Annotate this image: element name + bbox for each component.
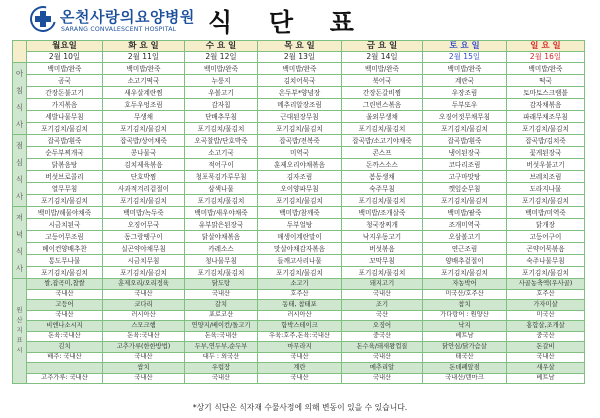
menu-item: 감자채볶음 — [507, 99, 585, 111]
menu-item: 가지볶음 — [27, 99, 103, 111]
origin-country-row — [13, 310, 585, 321]
menu-item: 토마토스크램블 — [507, 87, 585, 99]
menu-item: 메추리알장조림 — [258, 99, 342, 111]
origin-country: 국내산 — [185, 373, 258, 384]
menu-item: 도라지나물 — [507, 183, 585, 195]
ingredient: 가자미살 — [507, 300, 585, 311]
menu-item: 고등어무조림 — [27, 231, 103, 243]
menu-item: 포기김치/물김치 — [185, 195, 258, 207]
cross-icon — [30, 6, 56, 32]
ingredient: 닭도탕 — [185, 279, 258, 290]
origin-country: 고추가루: 국내산 — [27, 373, 103, 384]
ingredient: 자농박어 — [423, 279, 507, 290]
ingredient: 쌈치 — [103, 363, 185, 374]
menu-item: 잡곡밥/소고기야채죽 — [342, 135, 423, 147]
origin-country: 호주산 — [507, 289, 585, 300]
menu-item: 고구마맛탕 — [423, 171, 507, 183]
origin-country: 국내산 — [103, 289, 185, 300]
menu-item: 오이양파무침 — [258, 183, 342, 195]
menu-item: 카레소스 — [185, 243, 258, 255]
menu-item: 삼색나물 — [185, 183, 258, 195]
hospital-logo — [30, 6, 200, 36]
origin-country: 호주산 — [258, 289, 342, 300]
menu-item: 포기김치/물김치 — [27, 123, 103, 135]
origin-country: 우육:호주,돈육:국내산 — [258, 331, 342, 342]
day-name: 토 요 일 — [423, 41, 507, 52]
menu-item: 콘스프 — [342, 147, 423, 159]
origin-item-row — [13, 363, 585, 374]
menu-item: 포기김치/물김치 — [258, 195, 342, 207]
menu-item: 적어구이 — [185, 159, 258, 171]
menu-item: 고등어구이 — [507, 231, 585, 243]
meal-row — [13, 111, 585, 123]
menu-item: 버섯브로콜리 — [27, 171, 103, 183]
ingredient: 메추리알 — [342, 363, 423, 374]
menu-item: 파래무채조무침 — [507, 111, 585, 123]
ingredient: 우럽장 — [185, 363, 258, 374]
menu-item: 열무무침 — [27, 183, 103, 195]
menu-item: 백미밥/녹두죽 — [103, 207, 185, 219]
menu-item: 돈까스소스 — [342, 159, 423, 171]
menu-item: 김자조림 — [258, 171, 342, 183]
meal-row — [13, 159, 585, 171]
menu-item: 계란국 — [423, 75, 507, 87]
menu-item: 포기김치/물김치 — [258, 123, 342, 135]
origin-country: 국내산 — [258, 352, 342, 363]
origin-country: 대두 : 외국산 — [185, 352, 258, 363]
header — [0, 0, 600, 40]
menu-item: 양배추겉절이 — [423, 255, 507, 267]
hospital-name-en: SARANG CONVALESCENT HOSPITAL — [61, 26, 177, 33]
origin-country: 국산 — [342, 310, 423, 321]
menu-item: 숙주나물무침 — [507, 255, 585, 267]
day-name: 월요일 — [27, 41, 103, 52]
menu-item: 포기김치/물김치 — [342, 195, 423, 207]
origin-country: 국내산 — [342, 289, 423, 300]
menu-item: 백미밥/참깨죽 — [258, 207, 342, 219]
menu-item: 동그랑땡구이 — [103, 231, 185, 243]
meal-row — [13, 99, 585, 111]
meal-row — [13, 219, 585, 231]
menu-item: 포기김치/물김치 — [103, 267, 185, 279]
menu-item: 김치제육볶음 — [103, 159, 185, 171]
menu-item: 유부맑은된장국 — [185, 219, 258, 231]
menu-item: 두부또우 — [423, 99, 507, 111]
meal-label: 저 녁 식 사 — [13, 207, 27, 279]
menu-item: 울외무생채 — [342, 111, 423, 123]
menu-item: 백미밥/완죽 — [27, 63, 103, 75]
ingredient: 비엔나소시지 — [27, 321, 103, 332]
origin-country: 국내산 — [103, 373, 185, 384]
day-date: 2월 16일 — [507, 52, 585, 63]
ingredient: 쌀,잡곡미,찹쌀 — [27, 279, 103, 290]
meal-row — [13, 87, 585, 99]
meal-row — [13, 63, 585, 75]
menu-item: 코다리조림 — [423, 159, 507, 171]
menu-item: 백미밥/조개살죽 — [342, 207, 423, 219]
ingredient: 닭안심/닭가슴살 — [423, 342, 507, 353]
menu-item: 실곤약야채무침 — [103, 243, 185, 255]
menu-item: 백미밥/새우야채죽 — [185, 207, 258, 219]
menu-item: 백미밥/팥죽 — [423, 207, 507, 219]
origin-country: 국내산/덴마크 — [423, 373, 507, 384]
menu-item: 포기김치/물김치 — [423, 195, 507, 207]
menu-item: 버섯볶음 — [342, 243, 423, 255]
ingredient: 새우살 — [507, 363, 585, 374]
menu-item: 브레치조림 — [507, 171, 585, 183]
ingredient: 고등어 — [27, 300, 103, 311]
menu-item: 매생이계란말이 — [258, 231, 342, 243]
origin-country: 중국산 — [507, 331, 585, 342]
menu-item: 백미밥/해물야채죽 — [27, 207, 103, 219]
menu-item: 포기김치/물김치 — [103, 123, 185, 135]
ingredient: 마무라지 — [258, 342, 342, 353]
menu-item: 조개미역국 — [423, 219, 507, 231]
menu-item: 잡곡밥/상어채죽 — [103, 135, 185, 147]
meal-label: 아 침 식 사 — [13, 63, 27, 135]
menu-item: 오징어무국 — [103, 219, 185, 231]
menu-item: 닭볶음탕 — [27, 159, 103, 171]
origin-country: 배추: 국내산 — [27, 352, 103, 363]
ingredient: 김치 — [27, 342, 103, 353]
menu-item: 간장돈불고기 — [27, 87, 103, 99]
menu-item: 순두부찌개국 — [27, 147, 103, 159]
day-name: 목 요 일 — [258, 41, 342, 52]
origin-country: 국내산 — [27, 289, 103, 300]
menu-item: 맛살야채감자볶음 — [258, 243, 342, 255]
day-date: 2월 10일 — [27, 52, 103, 63]
menu-item: 곰국 — [27, 75, 103, 87]
menu-item: 통도무나물 — [27, 255, 103, 267]
origin-country-row — [13, 331, 585, 342]
menu-item: 단호박찜 — [103, 171, 185, 183]
meal-row — [13, 183, 585, 195]
ingredient: 소고기 — [258, 279, 342, 290]
menu-item: 소고기떡국 — [103, 75, 185, 87]
menu-item: 낙지우동고기 — [342, 231, 423, 243]
ingredient: 두부,연두부,순두부 — [185, 342, 258, 353]
menu-item: 잡곡밥/김치죽 — [507, 135, 585, 147]
page-title: 식 단 표 — [208, 8, 368, 37]
origin-country: 국내산 — [258, 373, 342, 384]
date-row — [13, 52, 585, 63]
menu-item: 버섯우불고기 — [507, 159, 585, 171]
menu-item: 백미밥/완죽 — [507, 63, 585, 75]
menu-item: 포기김치/물김치 — [423, 123, 507, 135]
menu-item: 포기김치/물김치 — [258, 267, 342, 279]
menu-item: 잡곡밥/흰죽 — [423, 135, 507, 147]
menu-item: 봄동생채 — [342, 171, 423, 183]
origin-country-row — [13, 373, 585, 384]
menu-item: 잡곡밥/흰죽 — [27, 135, 103, 147]
menu-item: 시금치무침 — [103, 255, 185, 267]
day-date: 2월 13일 — [258, 52, 342, 63]
menu-item: 포기김치/물김치 — [342, 267, 423, 279]
meal-row — [13, 123, 585, 135]
menu-item: 백미밥/완죽 — [103, 63, 185, 75]
menu-item: 백미밥/완죽 — [185, 63, 258, 75]
menu-item: 연근조림 — [423, 243, 507, 255]
ingredient: 참치 — [423, 300, 507, 311]
ingredient — [27, 363, 103, 374]
menu-item: 우볼고기 — [185, 87, 258, 99]
day-header-row — [13, 41, 585, 52]
menu-item: 감자칩 — [185, 99, 258, 111]
menu-item: 백미밥/완죽 — [423, 63, 507, 75]
menu-item: 포기김치/물김치 — [27, 195, 103, 207]
menu-item: 시금치된국 — [27, 219, 103, 231]
day-date: 2월 14일 — [342, 52, 423, 63]
meal-row — [13, 171, 585, 183]
origin-country: 중국산 — [342, 331, 423, 342]
menu-item: 잡곡밥/전복죽 — [258, 135, 342, 147]
ingredient: 코다리 — [103, 300, 185, 311]
day-date: 2월 11일 — [103, 52, 185, 63]
corner-cell — [13, 41, 27, 63]
origin-country: 돈육:국내산 — [185, 331, 258, 342]
day-name: 수 요 일 — [185, 41, 258, 52]
meal-row — [13, 255, 585, 267]
ingredient: 돈수육/돼새왕껍질 — [342, 342, 423, 353]
menu-item: 단배추무침 — [185, 111, 258, 123]
meal-row — [13, 75, 585, 87]
origin-country-row — [13, 352, 585, 363]
origin-country: 러시아산 — [103, 310, 185, 321]
menu-item: 포기김치/물김치 — [27, 267, 103, 279]
menu-item: 포기김치/물김치 — [507, 123, 585, 135]
origin-country: 러시아산 — [258, 310, 342, 321]
ingredient: 연양지/베이컨/돌고기 — [185, 321, 258, 332]
ingredient: 고추가루(한한방법) — [103, 342, 185, 353]
ingredient: 홍합살,조개살 — [507, 321, 585, 332]
ingredient: 함박스테이크 — [258, 321, 342, 332]
menu-item: 미역국 — [258, 147, 342, 159]
origin-country: 돈육:국내산 — [103, 331, 185, 342]
origin-country: 국내산 — [27, 310, 103, 321]
ingredient: 오징어 — [342, 321, 423, 332]
menu-item: 포기김치/물김치 — [185, 267, 258, 279]
origin-country: 베트남 — [423, 331, 507, 342]
origin-country: 국내산 — [342, 352, 423, 363]
day-name: 금 요 일 — [342, 41, 423, 52]
meal-row — [13, 231, 585, 243]
origin-item-row — [13, 279, 585, 290]
menu-item: 포기김치/물김치 — [342, 123, 423, 135]
day-name: 화 요 일 — [103, 41, 185, 52]
menu-item: 간장돈갈비찜 — [342, 87, 423, 99]
origin-country: 베트남 — [507, 373, 585, 384]
menu-item: 북어국 — [342, 75, 423, 87]
menu-item: 온두부*양념장 — [258, 87, 342, 99]
menu-item: 곤약어묵볶음 — [507, 243, 585, 255]
origin-country: 태국산 — [423, 352, 507, 363]
menu-item: 무생채 — [103, 111, 185, 123]
menu-item: 새우살계란찜 — [103, 87, 185, 99]
menu-item: 냉이된장국 — [423, 147, 507, 159]
ingredient: 계란 — [258, 363, 342, 374]
origin-country: 국내산 — [103, 352, 185, 363]
origin-label: 원 산 지 표 시 — [13, 279, 27, 384]
menu-table — [12, 40, 585, 384]
origin-country: 돈육:국내산 — [27, 331, 103, 342]
meal-row — [13, 195, 585, 207]
ingredient: 돈데폐앞점 — [423, 363, 507, 374]
meal-row — [13, 243, 585, 255]
menu-item: 백미밥/미역죽 — [507, 207, 585, 219]
meal-row — [13, 135, 585, 147]
ingredient: 사골농축액(우사골) — [507, 279, 585, 290]
menu-item: 포기김치/물김치 — [185, 123, 258, 135]
meal-row — [13, 207, 585, 219]
origin-country: 포로코산 — [185, 310, 258, 321]
menu-item: 포기김치/물김치 — [507, 267, 585, 279]
menu-item: 꽃게된장국 — [507, 147, 585, 159]
day-name: 일 요 일 — [507, 41, 585, 52]
menu-item: 포기김치/물김치 — [507, 195, 585, 207]
menu-item: 누룽지 — [185, 75, 258, 87]
ingredient: 갈치 — [185, 300, 258, 311]
meal-label: 점 심 식 사 — [13, 135, 27, 207]
origin-item-row — [13, 342, 585, 353]
origin-country: 미국산 — [507, 310, 585, 321]
day-date: 2월 12일 — [185, 52, 258, 63]
menu-item: 백미밥/완죽 — [342, 63, 423, 75]
origin-country: 국내산 — [342, 373, 423, 384]
menu-item: 그린빈스볶음 — [342, 99, 423, 111]
ingredient: 조기 — [342, 300, 423, 311]
origin-country: 국내산 — [507, 352, 585, 363]
menu-item: 청국장찌개 — [342, 219, 423, 231]
menu-item: 콩나물국 — [103, 147, 185, 159]
menu-item: 청포묵김가루무침 — [185, 171, 258, 183]
hospital-name: 온천사랑의요양병원 — [60, 8, 195, 26]
origin-item-row — [13, 300, 585, 311]
menu-item: 닭살야채볶음 — [185, 231, 258, 243]
menu-item: 꼬막무침 — [342, 255, 423, 267]
menu-item: 포기김치/물김치 — [103, 195, 185, 207]
day-date: 2월 15일 — [423, 52, 507, 63]
menu-item: 깻잎순무침 — [423, 183, 507, 195]
origin-item-row — [13, 321, 585, 332]
menu-item: 세발나물무침 — [27, 111, 103, 123]
meal-row — [13, 147, 585, 159]
footnote: *상기 식단은 식자재 수물사정에 의해 변동이 있을 수 있습니다. — [192, 403, 408, 412]
menu-item: 근대된장무침 — [258, 111, 342, 123]
origin-country-row — [13, 289, 585, 300]
menu-item: 두부얼탕 — [258, 219, 342, 231]
menu-item: 우장조림 — [423, 87, 507, 99]
menu-item: 훈제오리야채볶음 — [258, 159, 342, 171]
ingredient: 스모크햄 — [103, 321, 185, 332]
menu-item: 소고기국 — [185, 147, 258, 159]
menu-item: 사과적겨리겉절이 — [103, 183, 185, 195]
menu-item: 오삼볼고기 — [423, 231, 507, 243]
menu-item: 닭개장 — [507, 219, 585, 231]
ingredient: 동태, 참태포 — [258, 300, 342, 311]
origin-country: 가다랑어 : 원양산 — [423, 310, 507, 321]
ingredient: 훈제오리/오리정육 — [103, 279, 185, 290]
menu-item: 청나물무침 — [185, 255, 258, 267]
menu-item: 호두우엉조림 — [103, 99, 185, 111]
menu-item: 베이컨양배추찬 — [27, 243, 103, 255]
ingredient: 돼지고기 — [342, 279, 423, 290]
origin-country: 미국산/호주산 — [423, 289, 507, 300]
menu-item: 오곡찰밥/단호박죽 — [185, 135, 258, 147]
ingredient: 낙지 — [423, 321, 507, 332]
origin-country: 국내산 — [185, 289, 258, 300]
menu-item: 오징어젓무채무침 — [423, 111, 507, 123]
menu-item: 들깨고사리나물 — [258, 255, 342, 267]
menu-item: 숙주무침 — [342, 183, 423, 195]
menu-item: 김치어묵국 — [258, 75, 342, 87]
menu-item: 떡국 — [507, 75, 585, 87]
menu-item: 포기김치/물김치 — [423, 267, 507, 279]
menu-item: 백미밥/완죽 — [258, 63, 342, 75]
ingredient: 돈갈비 — [507, 342, 585, 353]
meal-row — [13, 267, 585, 279]
